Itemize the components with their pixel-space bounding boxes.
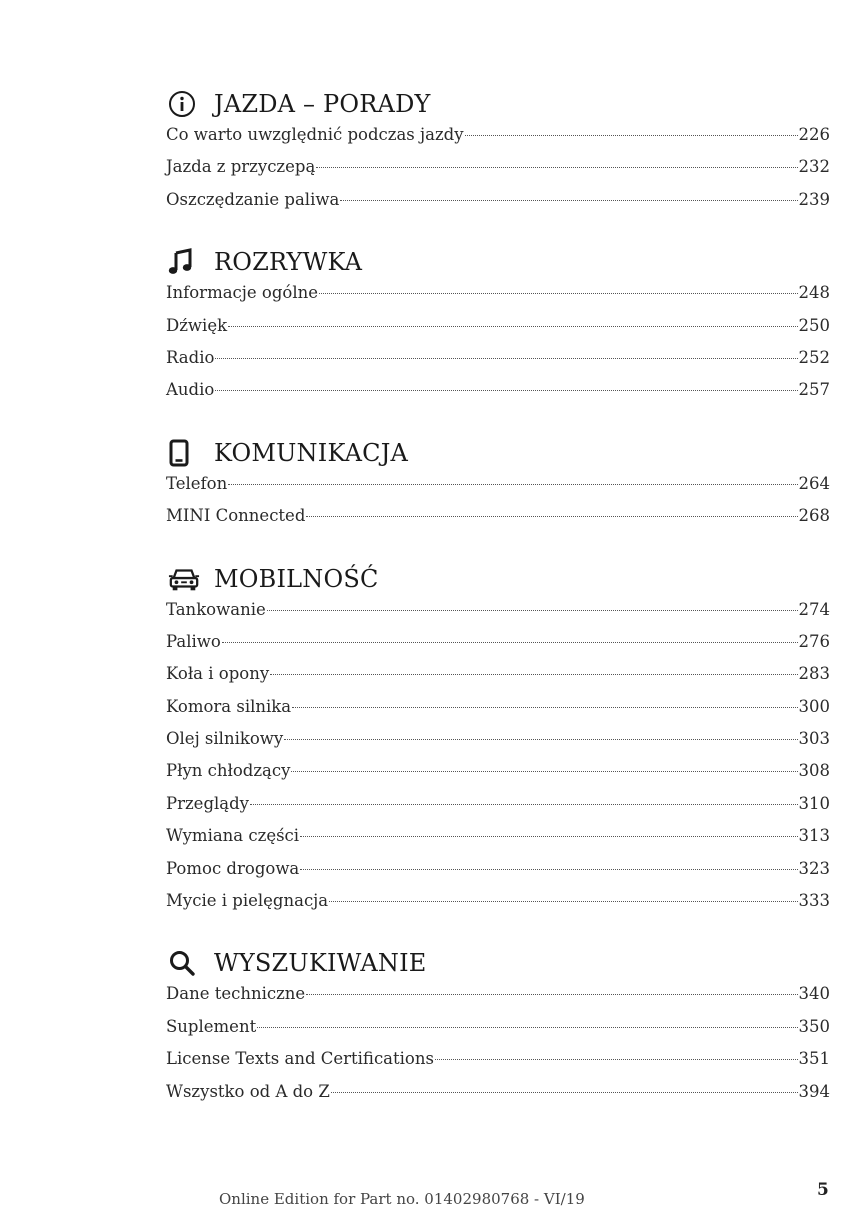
toc-entry-page: 252 bbox=[798, 347, 830, 367]
dot-leader bbox=[340, 200, 797, 201]
section-heading bbox=[166, 945, 830, 981]
toc-entry-label: License Texts and Certifications bbox=[166, 1049, 434, 1069]
toc-entry-page: 300 bbox=[798, 696, 830, 716]
toc-entry-label: Dźwięk bbox=[166, 315, 228, 335]
toc-entry-label: Olej silnikowy bbox=[166, 729, 284, 749]
section-title: ROZRYWKA bbox=[214, 248, 363, 277]
toc-entry-page: 250 bbox=[798, 315, 830, 335]
section-heading bbox=[166, 561, 830, 597]
toc-entry[interactable] bbox=[166, 1017, 830, 1049]
section-wyszukiwanie bbox=[166, 945, 830, 1114]
toc-entry[interactable] bbox=[166, 794, 830, 826]
search-icon bbox=[168, 947, 200, 979]
toc-entry[interactable] bbox=[166, 157, 830, 189]
dot-leader bbox=[331, 1092, 798, 1093]
toc-entry-page: 276 bbox=[798, 631, 830, 651]
dot-leader bbox=[300, 869, 797, 870]
toc-entry-page: 283 bbox=[798, 664, 830, 684]
toc-entry-label: Przeglądy bbox=[166, 793, 250, 813]
toc-entry-label: Jazda z przyczepą bbox=[166, 157, 316, 177]
toc-entry[interactable] bbox=[166, 664, 830, 696]
toc-entry[interactable] bbox=[166, 729, 830, 761]
dot-leader bbox=[250, 804, 797, 805]
dot-leader bbox=[284, 739, 797, 740]
toc-entry-page: 268 bbox=[798, 506, 830, 526]
toc-entry[interactable] bbox=[166, 891, 830, 923]
section-heading bbox=[166, 435, 830, 471]
toc-entry[interactable] bbox=[166, 761, 830, 793]
toc-entry-label: Telefon bbox=[166, 473, 228, 493]
toc-entry-page: 310 bbox=[798, 793, 830, 813]
section-jazda bbox=[166, 86, 830, 222]
toc-entry-page: 248 bbox=[798, 283, 830, 303]
music-note-icon bbox=[168, 246, 200, 278]
toc-entry-page: 323 bbox=[798, 858, 830, 878]
toc-entry-page: 351 bbox=[798, 1049, 830, 1069]
toc-entry-label: Paliwo bbox=[166, 631, 221, 651]
table-of-contents bbox=[166, 86, 830, 1136]
toc-entry-label: Płyn chłodzący bbox=[166, 761, 291, 781]
dot-leader bbox=[228, 484, 797, 485]
toc-entry[interactable] bbox=[166, 1049, 830, 1081]
dot-leader bbox=[257, 1027, 797, 1028]
toc-entry[interactable] bbox=[166, 348, 830, 380]
toc-entry[interactable] bbox=[166, 190, 830, 222]
toc-entry-page: 239 bbox=[798, 189, 830, 209]
toc-entry[interactable] bbox=[166, 826, 830, 858]
section-heading bbox=[166, 86, 830, 122]
section-title: JAZDA – PORADY bbox=[214, 90, 431, 118]
toc-entry[interactable] bbox=[166, 600, 830, 632]
toc-entry-label: Dane techniczne bbox=[166, 984, 306, 1004]
dot-leader bbox=[291, 771, 797, 772]
toc-entry-label: Informacje ogólne bbox=[166, 283, 319, 303]
toc-entry-page: 264 bbox=[798, 473, 830, 493]
toc-entry-page: 394 bbox=[798, 1081, 830, 1101]
dot-leader bbox=[222, 642, 798, 643]
info-icon bbox=[168, 88, 200, 120]
dot-leader bbox=[215, 358, 797, 359]
toc-entry-label: Tankowanie bbox=[166, 599, 266, 619]
dot-leader bbox=[267, 610, 798, 611]
toc-entry-label: Komora silnika bbox=[166, 696, 292, 716]
toc-entry-label: Wymiana części bbox=[166, 826, 300, 846]
toc-entry[interactable] bbox=[166, 697, 830, 729]
toc-entry-label: Koła i opony bbox=[166, 664, 270, 684]
toc-entry-page: 232 bbox=[798, 157, 830, 177]
dot-leader bbox=[306, 516, 797, 517]
section-title: MOBILNOŚĆ bbox=[214, 564, 379, 593]
toc-entry-page: 303 bbox=[798, 729, 830, 749]
phone-icon bbox=[168, 437, 200, 469]
toc-entry-label: Mycie i pielęgnacja bbox=[166, 891, 329, 911]
section-rozrywka bbox=[166, 244, 830, 413]
footer-edition-text: Online Edition for Part no. 01402980768 - VI/19 bbox=[219, 1190, 585, 1208]
section-komunikacja bbox=[166, 435, 830, 539]
toc-entry-page: 308 bbox=[798, 761, 830, 781]
toc-entry[interactable] bbox=[166, 380, 830, 412]
toc-entry-label: Co warto uwzględnić podczas jazdy bbox=[166, 125, 464, 144]
toc-entry[interactable] bbox=[166, 859, 830, 891]
toc-entry-label: Oszczędzanie paliwa bbox=[166, 189, 340, 209]
toc-entry-page: 257 bbox=[798, 380, 830, 400]
dot-leader bbox=[435, 1059, 798, 1060]
dot-leader bbox=[270, 674, 797, 675]
toc-entry[interactable] bbox=[166, 474, 830, 506]
toc-entry-label: Radio bbox=[166, 347, 215, 367]
dot-leader bbox=[292, 707, 797, 708]
dot-leader bbox=[215, 390, 797, 391]
toc-entry[interactable] bbox=[166, 125, 830, 157]
toc-entry-label: Pomoc drogowa bbox=[166, 858, 300, 878]
toc-entry-page: 274 bbox=[798, 599, 830, 619]
dot-leader bbox=[306, 994, 797, 995]
toc-entry-page: 313 bbox=[798, 826, 830, 846]
toc-entry[interactable] bbox=[166, 1082, 830, 1114]
dot-leader bbox=[300, 836, 797, 837]
dot-leader bbox=[228, 326, 797, 327]
dot-leader bbox=[329, 901, 797, 902]
toc-entry-label: Suplement bbox=[166, 1016, 257, 1036]
section-title: WYSZUKIWANIE bbox=[214, 949, 427, 978]
dot-leader bbox=[319, 293, 797, 294]
toc-entry-page: 226 bbox=[798, 125, 830, 144]
car-icon bbox=[168, 563, 200, 595]
section-heading bbox=[166, 244, 830, 280]
dot-leader bbox=[465, 135, 798, 136]
toc-entry-label: MINI Connected bbox=[166, 506, 306, 526]
page-number: 5 bbox=[817, 1180, 829, 1200]
toc-entry-label: Wszystko od A do Z bbox=[166, 1081, 330, 1101]
toc-entry[interactable] bbox=[166, 283, 830, 315]
section-mobilnosc bbox=[166, 561, 830, 924]
toc-entry-page: 333 bbox=[798, 891, 830, 911]
toc-entry[interactable] bbox=[166, 984, 830, 1016]
toc-entry[interactable] bbox=[166, 316, 830, 348]
dot-leader bbox=[316, 167, 797, 168]
toc-entry-page: 350 bbox=[798, 1016, 830, 1036]
section-title: KOMUNIKACJA bbox=[214, 438, 409, 467]
toc-entry[interactable] bbox=[166, 632, 830, 664]
toc-entry-page: 340 bbox=[798, 984, 830, 1004]
toc-entry[interactable] bbox=[166, 506, 830, 538]
toc-entry-label: Audio bbox=[166, 380, 215, 400]
